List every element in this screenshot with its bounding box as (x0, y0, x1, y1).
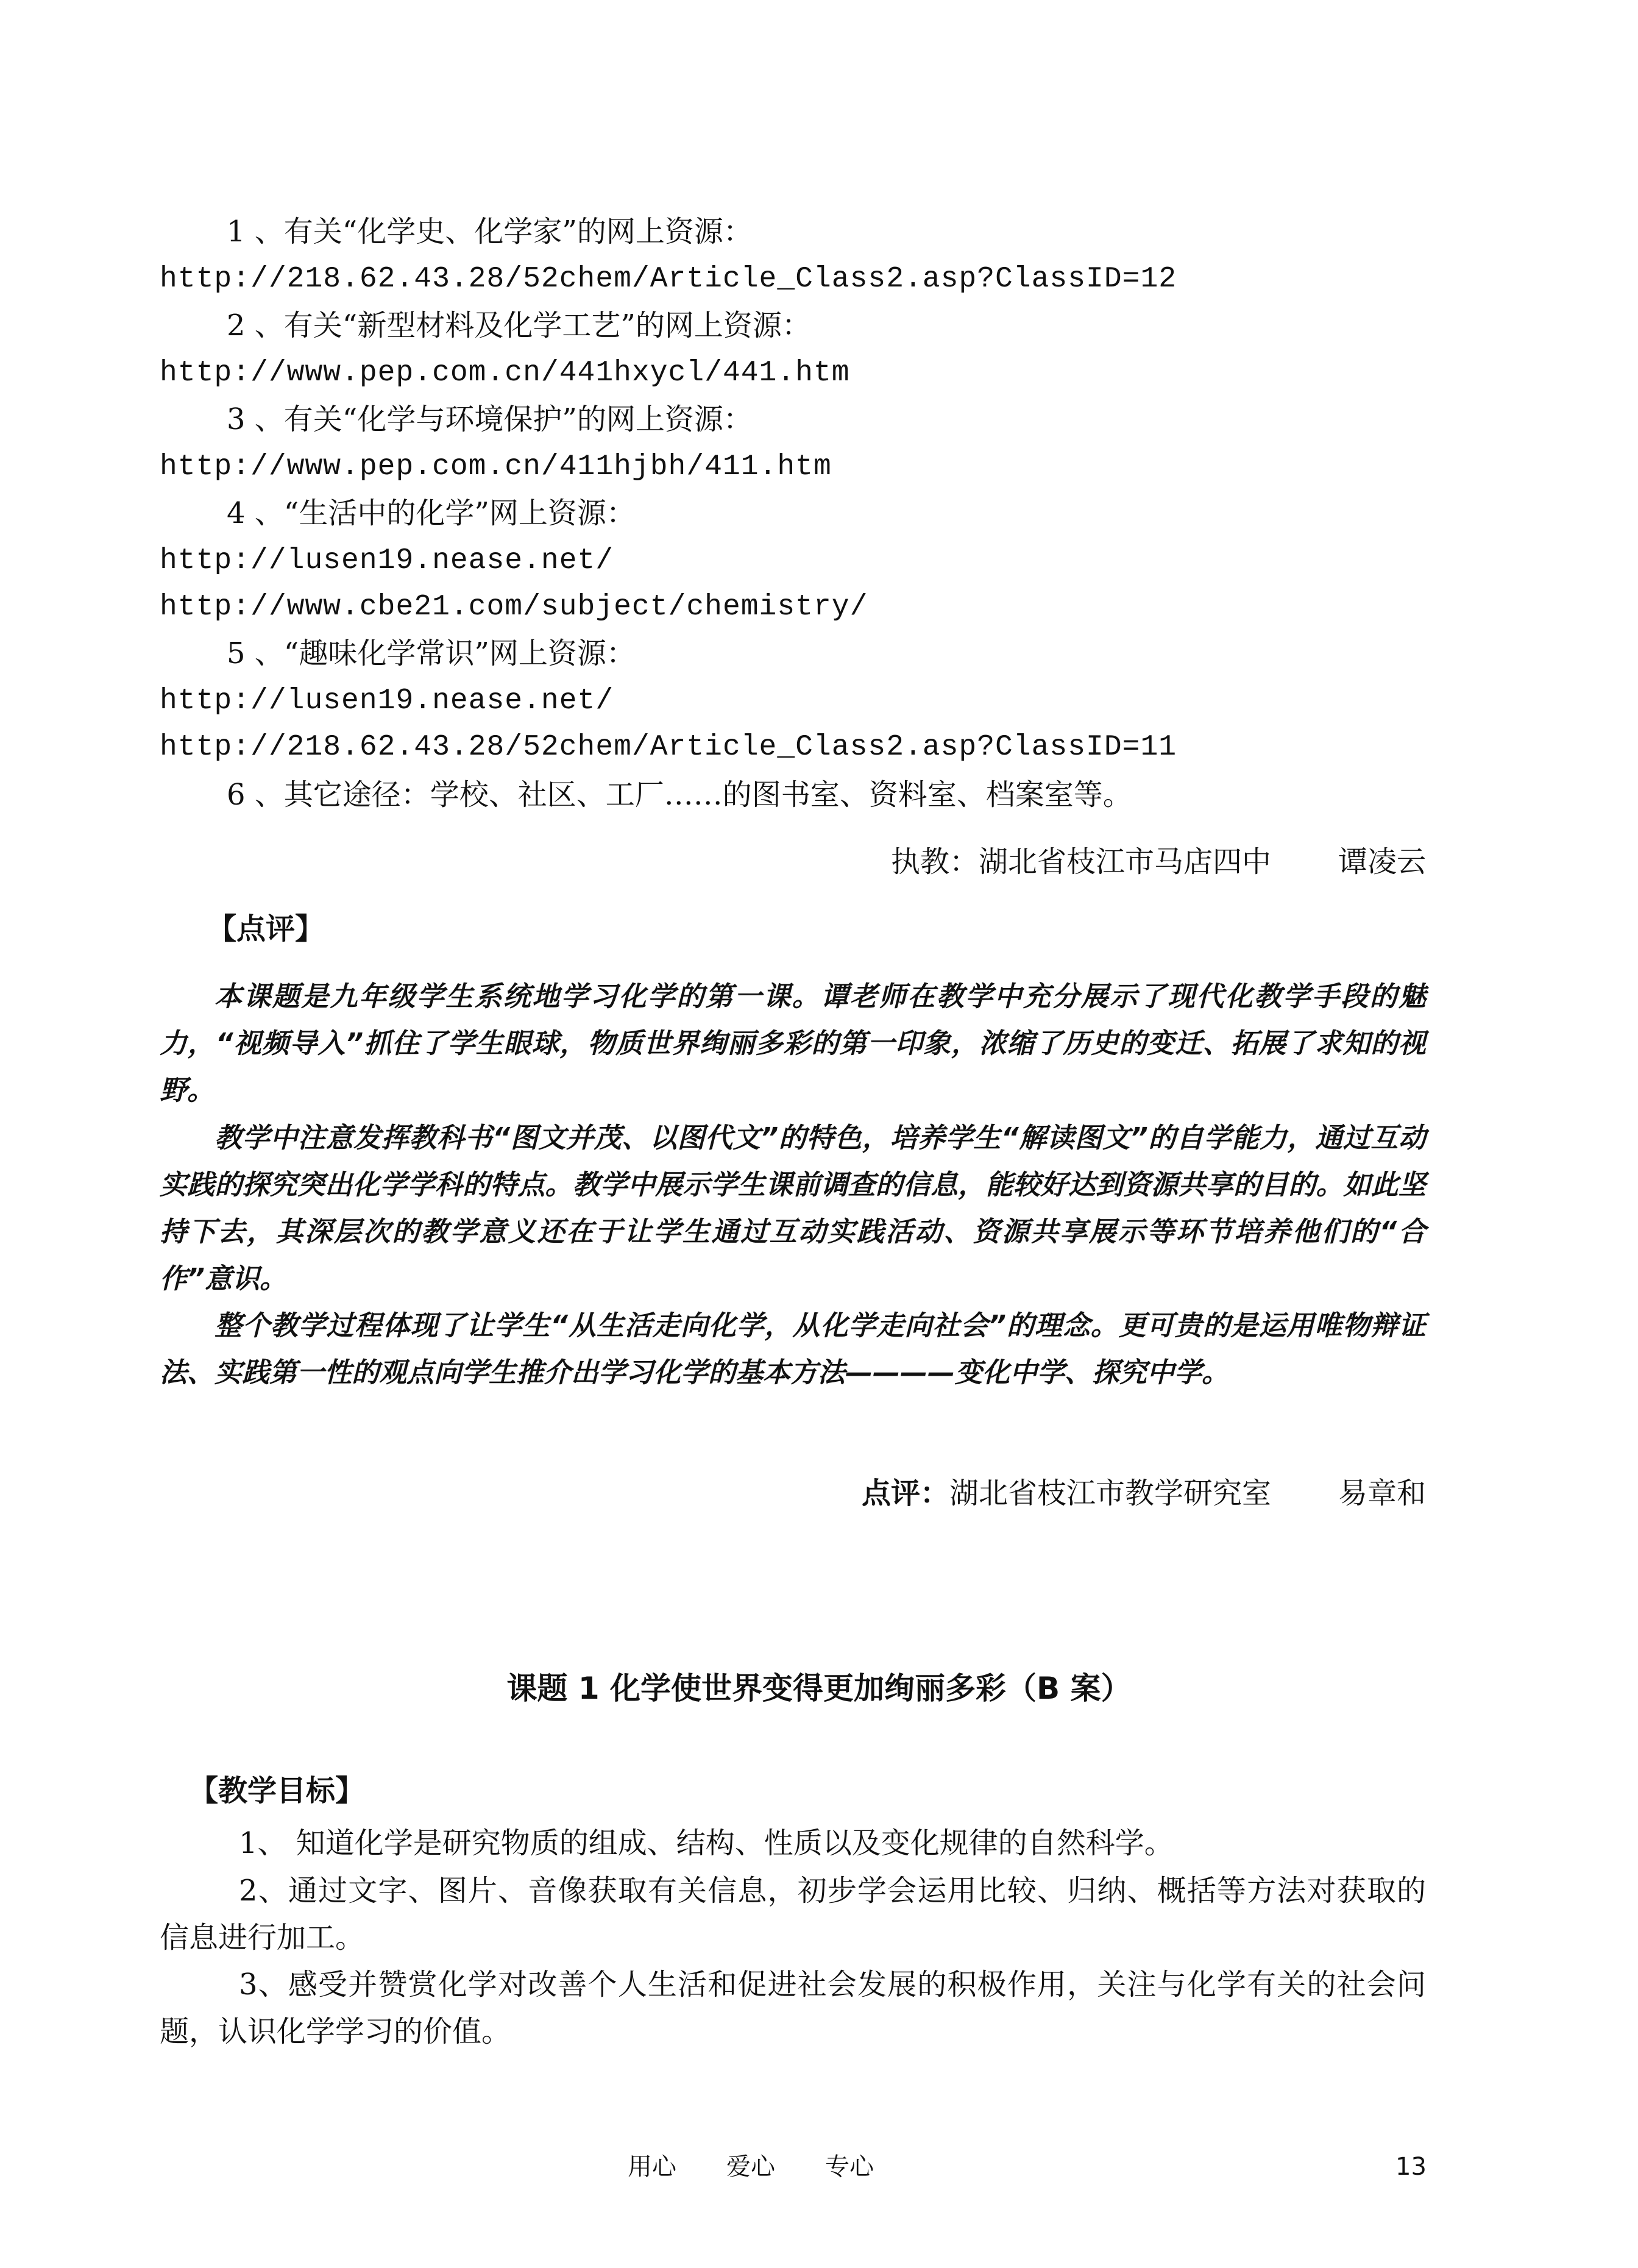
resource-5-url-2[interactable]: http://218.62.43.28/52chem/Article_Class2.asp?ClassID=11 (160, 731, 1177, 764)
review-heading: 【点评】 (207, 912, 325, 946)
resource-5-url-1[interactable]: http://lusen19.nease.net/ (160, 684, 614, 717)
goals-heading: 【教学目标】 (189, 1774, 365, 1808)
resource-4-url-1[interactable]: http://lusen19.nease.net/ (160, 544, 614, 577)
resource-2-label: 2 、有关“新型材料及化学工艺”的网上资源： (227, 308, 811, 343)
review-paragraph-3: 整个教学过程体现了让学生“从生活走向化学，从化学走向社会”的理念。更可贵的是运用唯物辩证法、实践第一性的观点向学生推介出学习化学的基本方法————变化中学、探究中学。 (160, 1309, 1426, 1388)
teacher-signature (891, 844, 1426, 880)
resource-3-label: 3 、有关“化学与环境保护”的网上资源： (227, 402, 753, 436)
teacher-signature-role: 执教：湖北省枝江市马店四中 (890, 845, 1271, 879)
review-signature (862, 1475, 1426, 1512)
review-paragraph-1: 本课题是九年级学生系统地学习化学的第一课。谭老师在教学中充分展示了现代化教学手段的魅力，“视频导入”抓住了学生眼球，物质世界绚丽多彩的第一印象，浓缩了历史的变迁、拓展了求知的视野。 (160, 980, 1426, 1106)
goal-3: 3、感受并赞赏化学对改善个人生活和促进社会发展的积极作用，关注与化学有关的社会问题，认识化学学习的价值。 (160, 1968, 1426, 2049)
goal-1: 1、 知道化学是研究物质的组成、结构、性质以及变化规律的自然科学。 (239, 1826, 1174, 1860)
resource-2-url[interactable]: http://www.pep.com.cn/441hxycl/441.htm (160, 357, 850, 389)
review-paragraph-2: 教学中注意发挥教科书“图文并茂、以图代文”的特色，培养学生“解读图文”的自学能力，通过互动实践的探究突出化学学科的特点。教学中展示学生课前调查的信息，能较好达到资源共享的目的。如此坚持下去，其深层次的教学意义还在于让学生通过互动实践活动、资源共享展示等环节培养他们的“合作”意识。 (160, 1122, 1426, 1295)
footer-motto-3: 专心 (825, 2153, 874, 2181)
lesson-title: 课题 1 化学使世界变得更加绚丽多彩（B 案） (506, 1671, 1132, 1706)
resource-1-url[interactable]: http://218.62.43.28/52chem/Article_Class2.asp?ClassID=12 (160, 263, 1177, 296)
page-number: 13 (1395, 2153, 1427, 2181)
review-signature-org: 湖北省枝江市教学研究室 (949, 1476, 1271, 1510)
review-signature-role: 点评： (861, 1476, 949, 1510)
footer-motto (628, 2152, 924, 2182)
resource-1-label: 1 、有关“化学史、化学家”的网上资源： (227, 215, 753, 249)
resource-3-url[interactable]: http://www.pep.com.cn/411hjbh/411.htm (160, 450, 832, 483)
teacher-signature-name: 谭凌云 (1338, 845, 1426, 879)
footer-motto-2: 爱心 (726, 2153, 775, 2181)
goal-2: 2、通过文字、图片、音像获取有关信息，初步学会运用比较、归纳、概括等方法对获取的信息进行加工。 (160, 1874, 1426, 1955)
resource-4-url-2[interactable]: http://www.cbe21.com/subject/chemistry/ (160, 591, 868, 624)
review-signature-name: 易章和 (1338, 1476, 1426, 1510)
resource-other: 6 、其它途径：学校、社区、工厂……的图书室、资料室、档案室等。 (227, 778, 1132, 812)
resource-5-label: 5 、“趣味化学常识”网上资源： (227, 636, 636, 670)
resource-4-label: 4 、“生活中的化学”网上资源： (227, 496, 636, 530)
footer-motto-1: 用心 (628, 2153, 676, 2181)
